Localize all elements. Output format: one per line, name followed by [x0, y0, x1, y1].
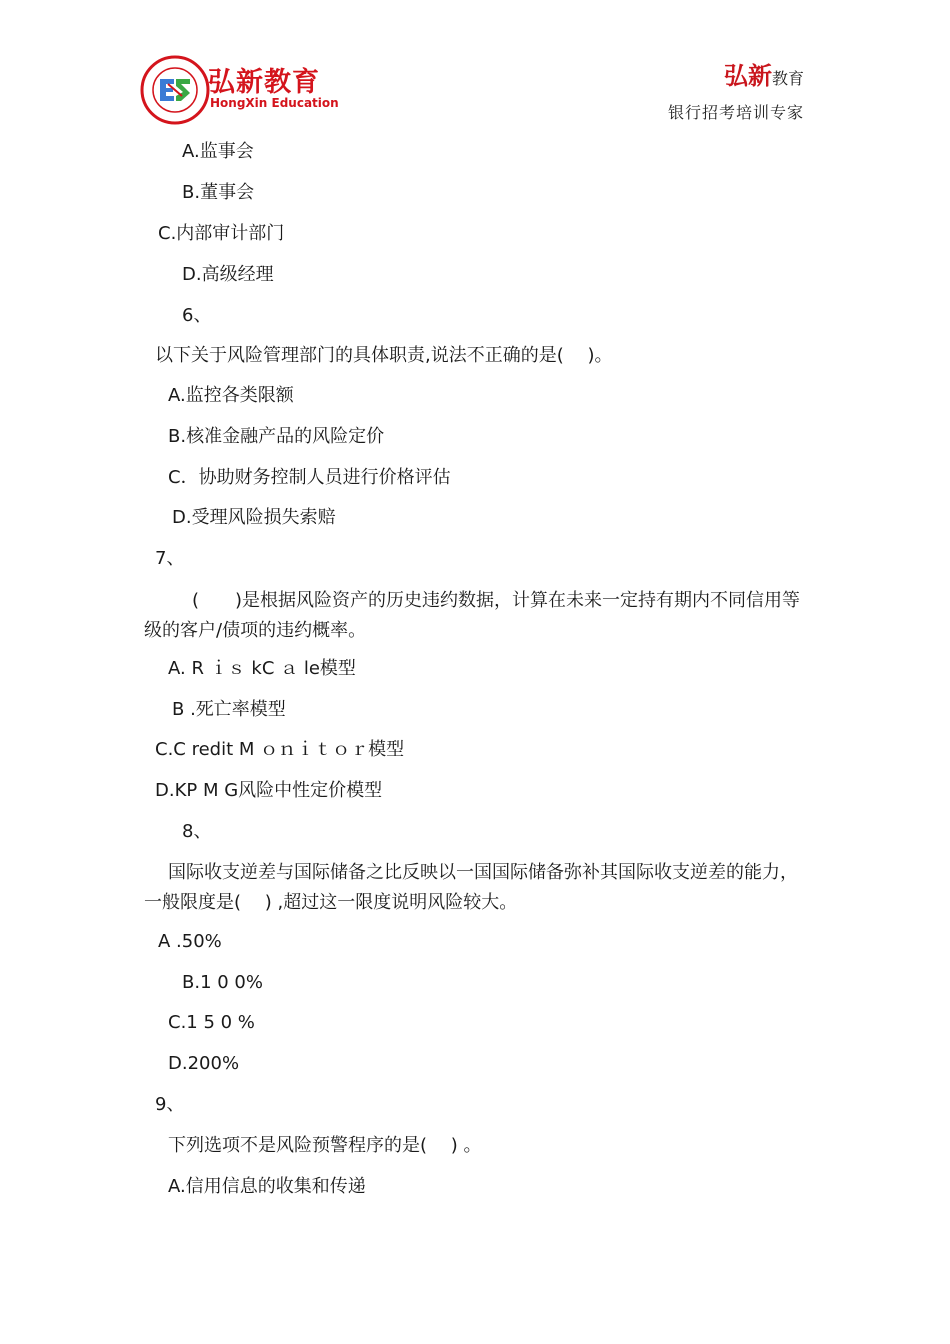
q7-option-a: A. R ｉｓ kC ａ le模型: [168, 658, 356, 679]
q7-option-b: B .死亡率模型: [172, 699, 286, 720]
q8-stem: 国际收支逆差与国际储备之比反映以一国国际储备弥补其国际收支逆差的能力，一般限度是( ) ,超过这一限度说明风险较大。: [144, 862, 798, 913]
q6-option-b: B.核准金融产品的风险定价: [168, 426, 385, 447]
q5-option-d: D.高级经理: [182, 264, 274, 285]
q8-option-a: A .50%: [158, 931, 222, 952]
q8-option-b: B.1 0 0%: [182, 972, 263, 993]
brand-big: 弘新: [723, 61, 772, 90]
q8-number: 8、: [182, 821, 212, 842]
q9-stem: 下列选项不是风险预警程序的是( ) 。: [168, 1135, 482, 1156]
q5-option-c: C.内部审计部门: [158, 223, 285, 244]
q6-option-d: D.受理风险损失索赔: [172, 507, 336, 528]
hongxin-logo-icon: [140, 55, 210, 125]
page-header: [0, 0, 950, 130]
q6-stem: 以下关于风险管理部门的具体职责,说法不正确的是( )。: [155, 345, 613, 366]
q6-option-c: C．协助财务控制人员进行价格评估: [168, 467, 451, 488]
q6-option-a: A.监控各类限额: [168, 385, 294, 406]
q8-option-c: C.1 5 0 %: [168, 1012, 255, 1033]
brand-slogan: 银行招考培训专家: [667, 103, 804, 122]
brand-small: 教育: [771, 69, 804, 88]
q9-option-a: A.信用信息的收集和传递: [168, 1176, 366, 1197]
q5-option-a: A.监事会: [182, 141, 254, 162]
q7-option-c: C.C redit M ｏｎｉｔｏｒ模型: [155, 739, 405, 760]
q9-number: 9、: [155, 1094, 185, 1115]
q5-option-b: B.董事会: [182, 182, 255, 203]
q7-stem: ( )是根据风险资产的历史违约数据，计算在未来一定持有期内不同信用等级的客户/债项的违约概率。: [144, 590, 801, 641]
logo-name-en: HongXin Education: [210, 96, 339, 110]
q7-option-d: D.KP M G风险中性定价模型: [155, 780, 383, 801]
q8-option-d: D.200%: [168, 1053, 240, 1074]
brand-mark: [724, 56, 804, 91]
logo-name-cn: 弘新教育: [208, 67, 320, 98]
q6-number: 6、: [182, 305, 212, 326]
q7-number: 7、: [155, 548, 185, 569]
